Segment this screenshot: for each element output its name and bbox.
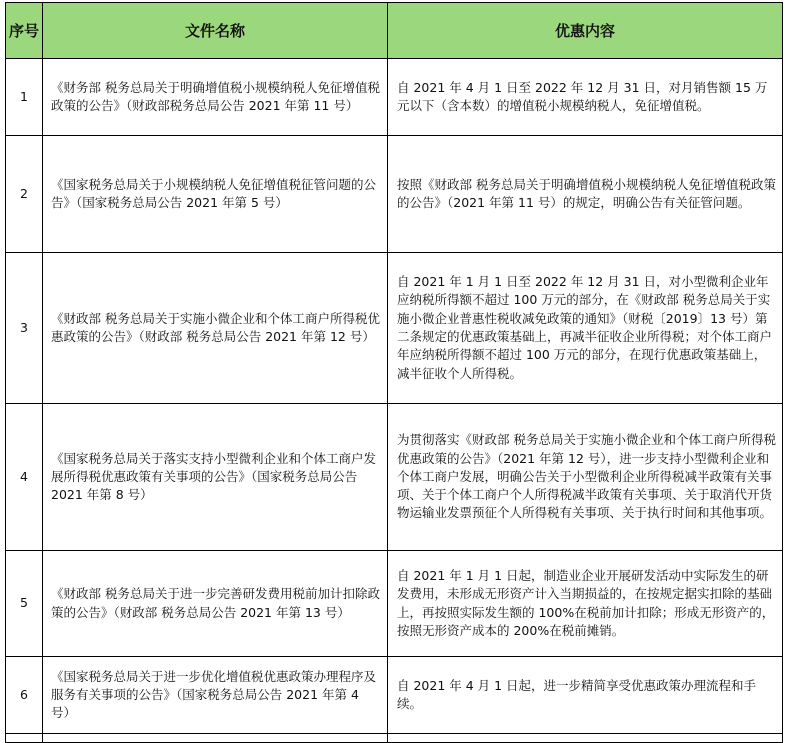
- table-row: [6, 657, 783, 734]
- tax-policy-table: [5, 2, 783, 743]
- row-index: 2: [6, 136, 43, 253]
- row-index: 5: [6, 551, 43, 657]
- table-row: [6, 253, 783, 404]
- file-name-cell: 《国家税务总局关于进一步优化增值税优惠政策办理程序及服务有关事项的公告》（国家税务总局公告 2021 年第 4 号）: [43, 657, 388, 734]
- table-row: [6, 551, 783, 657]
- table-row-partial: [6, 734, 783, 743]
- table-row: [6, 59, 783, 136]
- table-body: [6, 59, 783, 743]
- benefit-cell: 自 2021 年 4 月 1 日起，进一步精简享受优惠政策办理流程和手续。: [388, 657, 783, 734]
- benefit-cell: 自 2021 年 1 月 1 日起，制造业企业开展研发活动中实际发生的研发费用，未形成无形资产计入当期损益的，在按规定据实扣除的基础上，再按照实际发生额的 100%在税前加计扣除；形成无形资产的，按照无形资产成本的 200%在税前摊销。: [388, 551, 783, 657]
- file-name-cell: 《财政部 税务总局关于进一步完善研发费用税前加计扣除政策的公告》（财政部 税务总局公告 2021 年第 13 号）: [43, 551, 388, 657]
- benefit-cell: 自 2021 年 4 月 1 日至 2022 年 12 月 31 日，对月销售额 15 万元以下（含本数）的增值税小规模纳税人，免征增值税。: [388, 59, 783, 136]
- header-file-name: 文件名称: [43, 3, 388, 59]
- benefit-cell: 为贯彻落实《财政部 税务总局关于实施小微企业和个体工商户所得税优惠政策的公告》（2021 年第 12 号），进一步支持小型微利企业和个体工商户发展，明确公告关于小型微利企业所得税减半政策有关事项、关于个体工商户个人所得税减半政策有关事项、关于取消代开货物运输业发票预征个人所得税有关事项、关于执行时间和其他事项。: [388, 404, 783, 551]
- header-benefit: 优惠内容: [388, 3, 783, 59]
- table-row: [6, 136, 783, 253]
- header-row: [6, 3, 783, 59]
- benefit-cell: 自 2021 年 1 月 1 日至 2022 年 12 月 31 日，对小型微利企业年应纳税所得额不超过 100 万元的部分，在《财政部 税务总局关于实施小微企业普惠性税收减免政策的通知》（财税〔2019〕13 号）第二条规定的优惠政策基础上，再减半征收企业所得税；对个体工商户年应纳税所得额不超过 100 万元的部分，在现行优惠政策基础上，减半征收个人所得税。: [388, 253, 783, 404]
- file-name-cell: 《财政部 税务总局关于实施小微企业和个体工商户所得税优惠政策的公告》（财政部 税务总局公告 2021 年第 12 号）: [43, 253, 388, 404]
- row-index: 3: [6, 253, 43, 404]
- empty-cell: [388, 734, 783, 743]
- empty-cell: [6, 734, 43, 743]
- table-header: [6, 3, 783, 59]
- file-name-cell: 《财务部 税务总局关于明确增值税小规模纳税人免征增值税政策的公告》（财政部税务总局公告 2021 年第 11 号）: [43, 59, 388, 136]
- header-index: 序号: [6, 3, 43, 59]
- file-name-cell: 《国家税务总局关于小规模纳税人免征增值税征管问题的公告》（国家税务总局公告 2021 年第 5 号）: [43, 136, 388, 253]
- row-index: 1: [6, 59, 43, 136]
- row-index: 4: [6, 404, 43, 551]
- table-row: [6, 404, 783, 551]
- row-index: 6: [6, 657, 43, 734]
- file-name-cell: 《国家税务总局关于落实支持小型微利企业和个体工商户发展所得税优惠政策有关事项的公告》（国家税务总局公告 2021 年第 8 号）: [43, 404, 388, 551]
- benefit-cell: 按照《财政部 税务总局关于明确增值税小规模纳税人免征增值税政策的公告》（2021 年第 11 号）的规定，明确公告有关征管问题。: [388, 136, 783, 253]
- empty-cell: [43, 734, 388, 743]
